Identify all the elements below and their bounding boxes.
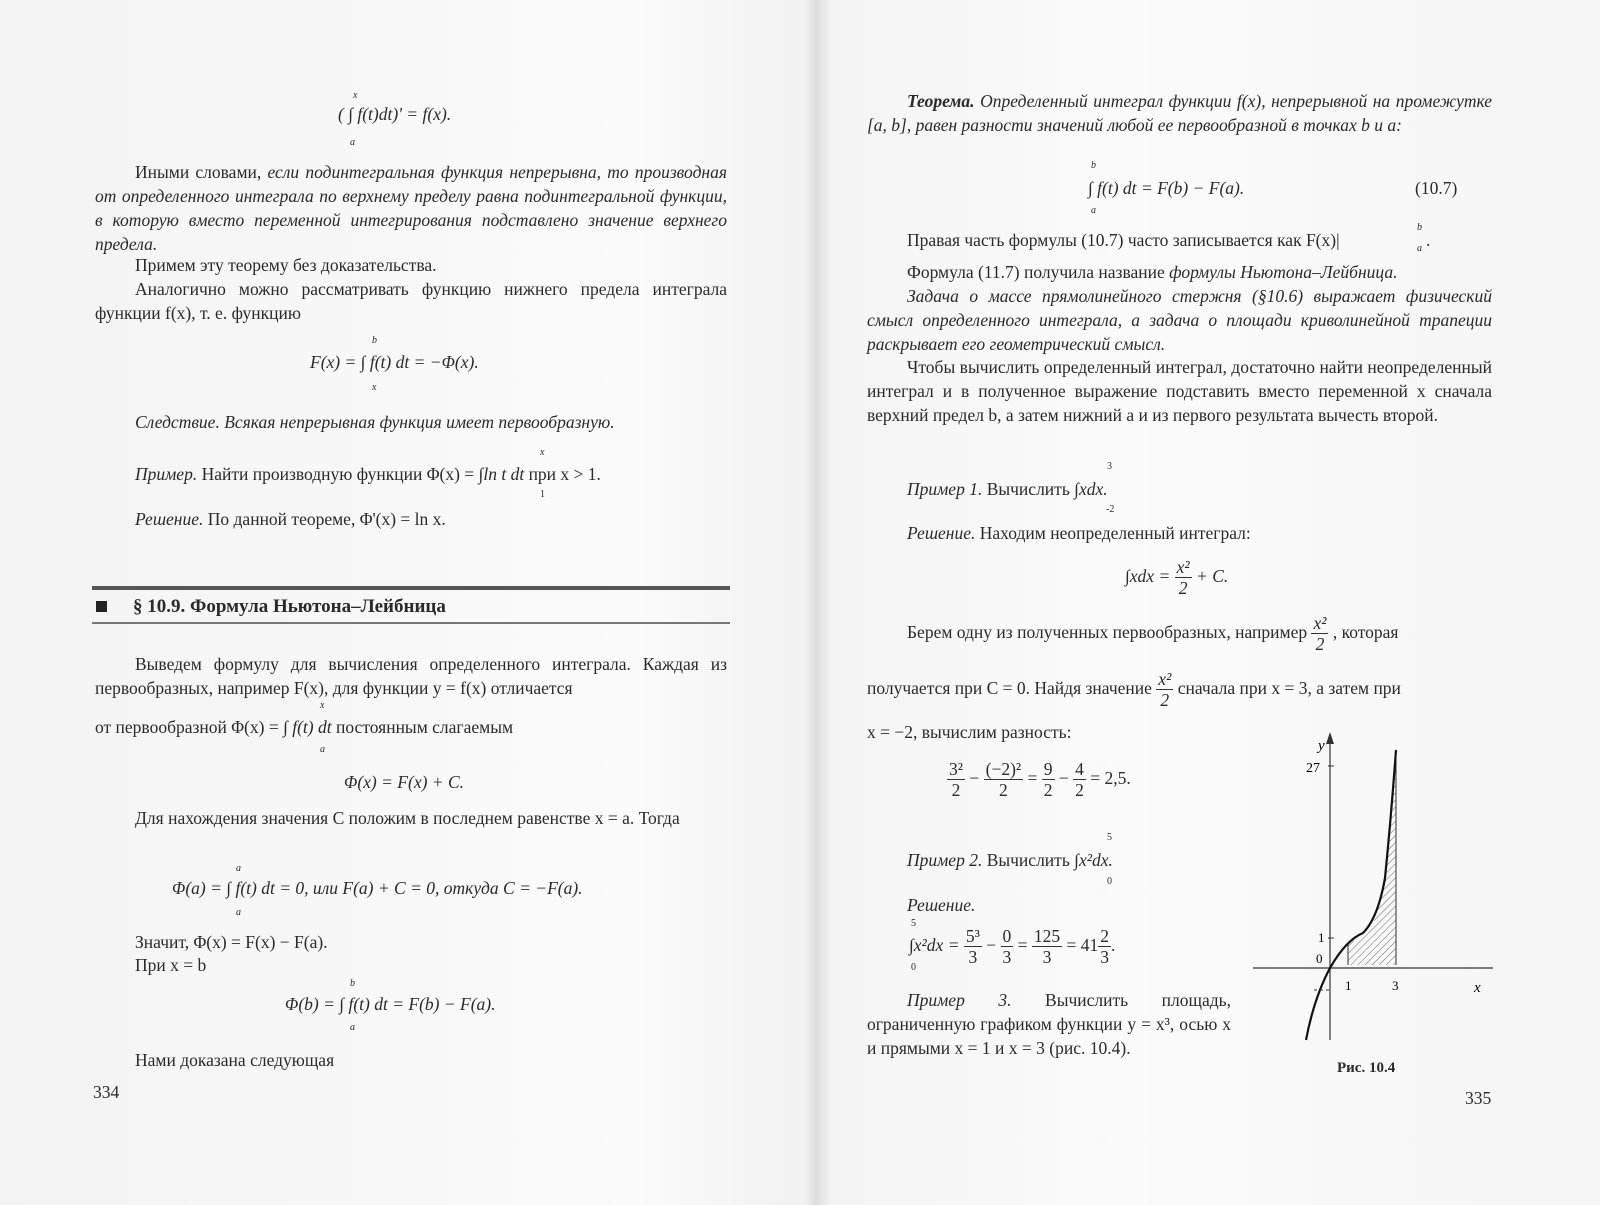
solution-1-text: Находим неопределенный интеграл:: [979, 523, 1251, 543]
paragraph-r2-italic: формулы Ньютона–Лейбница.: [1169, 262, 1398, 282]
solution-1: [907, 521, 1251, 545]
formula-indef-frac: [1175, 557, 1192, 598]
formula-phib-upper: b: [350, 978, 355, 989]
diff-frac-3: [1042, 759, 1055, 800]
section-title: § 10.9. Формула Ньютона–Лейбница: [133, 596, 446, 617]
sol2-minus: −: [986, 935, 997, 955]
formula-top-upper: x: [353, 90, 358, 101]
solution-2-lower: 0: [911, 962, 916, 973]
formula-F: F(x) = ∫ f(t) dt = −Φ(x).: [310, 352, 479, 372]
diff-frac-2: [984, 759, 1024, 800]
formula-107: ∫ f(t) dt = F(b) − F(a).: [1088, 178, 1245, 198]
section-rule-top: [92, 586, 730, 590]
paragraph-r6-frac: [1156, 669, 1173, 710]
solution-2-label: Решение.: [907, 895, 976, 915]
sol2-n3: 125: [1033, 926, 1061, 947]
paragraph-r2-start: Формула (11.7) получила название: [907, 262, 1165, 282]
diff-d2: 2: [999, 780, 1008, 801]
right-page: [820, 0, 1600, 1205]
paragraph-r1: Правая часть формулы (10.7) часто записывается как F(x)|: [907, 230, 1340, 250]
paragraph-r2: [907, 260, 1397, 284]
example-text: Найти производную функции Φ(x) =: [201, 464, 475, 484]
formula-phi: Φ(x) = F(x) + C.: [344, 772, 465, 792]
theorem-text: Определенный интеграл функции f(x), непрерывной на промежутке [a, b], равен разности значений любой ее первообразной в точках b и a:: [867, 91, 1492, 135]
formula-indef-left: ∫xdx =: [1125, 566, 1171, 586]
example-1-integral: ∫xdx.: [1074, 479, 1108, 499]
paragraph-r5-num: x²: [1313, 613, 1327, 634]
paragraph-4-integral: ∫ f(t) dt: [283, 717, 332, 737]
example-3-text: Вычислить площадь, ограниченную графиком функции y = x³, осью x и прямыми x = 1 и x = 3 (рис. 10.4).: [867, 990, 1231, 1058]
formula-107-number: (10.7): [1415, 178, 1458, 198]
formula-top-lower: a: [350, 137, 355, 148]
sol2-period: .: [1111, 935, 1116, 955]
paragraph-7: При x = b: [135, 955, 207, 975]
curve-x-cubed: [1306, 750, 1396, 1040]
solution-1-label: Решение.: [907, 523, 976, 543]
example-tail: при x > 1.: [528, 464, 601, 484]
paragraph-r1-period: .: [1426, 230, 1431, 250]
sol2-frac-2: [1001, 926, 1014, 967]
example-1: [907, 477, 1108, 501]
tick-label-27: 27: [1306, 761, 1320, 776]
paragraph-4-upper: x: [320, 700, 325, 711]
paragraph-3: Аналогично можно рассматривать функцию нижнего предела интеграла функции f(x), т. е. функцию: [95, 279, 727, 323]
formula-phia-lower: a: [236, 907, 241, 918]
section-bullet-icon: [96, 601, 107, 612]
paragraph-8: Нами доказана следующая: [135, 1050, 335, 1070]
tick-label-0: 0: [1316, 951, 1323, 966]
formula-phib: Φ(b) = ∫ f(t) dt = F(b) − F(a).: [285, 994, 496, 1014]
paragraph-r1-upper: b: [1417, 222, 1422, 233]
theorem-label: Теорема.: [907, 91, 975, 111]
sol2-n1: 5³: [965, 926, 980, 947]
paragraph-2: Примем эту теорему без доказательства.: [135, 255, 437, 275]
difference-formula: [947, 758, 1131, 800]
example-1-label: Пример 1.: [907, 479, 983, 499]
section-rule-bottom: [92, 622, 730, 624]
example-2-upper: 5: [1107, 832, 1112, 843]
diff-n1: 3²: [949, 759, 963, 780]
diff-minus-2: −: [1058, 768, 1069, 788]
sol2-frac-4: [1098, 926, 1111, 967]
sol2-d2: 3: [1002, 947, 1012, 968]
paragraph-1-start: Иными словами,: [135, 162, 262, 182]
formula-indef-tail: + C.: [1196, 566, 1229, 586]
example-2-lower: 0: [1107, 876, 1112, 887]
formula-top: ( ∫ f(t)dt)' = f(x).: [338, 104, 452, 124]
sol2-frac-1: [964, 926, 982, 967]
solution-2-formula: [909, 925, 1115, 967]
sol2-d4: 3: [1100, 947, 1110, 968]
sol2-n4: 2: [1100, 926, 1110, 947]
sol2-d3: 3: [1042, 947, 1052, 968]
example-label: Пример.: [135, 464, 198, 484]
paragraph-1-italic: если подинтегральная функция непрерывна, то производная от определенного интеграла по верхнему пределу равна подинтегральной функции, в которую вместо переменной интегрирования подставлено значение верхнего предела.: [95, 162, 727, 254]
paragraph-6: Значит, Φ(x) = F(x) − F(a).: [135, 932, 328, 952]
diff-d1: 2: [951, 780, 961, 801]
paragraph-r5-start: Берем одну из полученных первообразных, например: [907, 622, 1308, 642]
formula-107-lower: a: [1091, 205, 1096, 216]
example-integral: ∫ln t dt: [478, 464, 525, 484]
example-lower: 1: [540, 489, 545, 500]
formula-F-upper: b: [372, 335, 377, 346]
paragraph-r5-tail: , которая: [1332, 622, 1399, 642]
diff-n4: 4: [1075, 759, 1084, 780]
paragraph-r5-den: 2: [1315, 634, 1325, 655]
paragraph-4-tail: постоянным слагаемым: [336, 717, 514, 737]
diff-d3: 2: [1043, 780, 1053, 801]
formula-indefinite: [1125, 556, 1228, 598]
figure-caption: Рис. 10.4: [1337, 1060, 1396, 1076]
corollary: Следствие. Всякая непрерывная функция имеет первообразную.: [135, 412, 615, 432]
formula-107-upper: b: [1091, 160, 1096, 171]
example-2-label: Пример 2.: [907, 850, 983, 870]
figure-10-4: [1248, 728, 1498, 1048]
page-number-left: 334: [93, 1082, 120, 1102]
paragraph-r3: Задача о массе прямолинейного стержня (§10.6) выражает физический смысл определенного интеграла, а задача о площади криволинейной трапеции раскрывает его геометрический смысл.: [867, 286, 1492, 354]
paragraph-4-line3: [95, 715, 513, 739]
example: [135, 462, 601, 486]
diff-equals: =: [1027, 768, 1038, 788]
page-number-right: 335: [1465, 1088, 1492, 1108]
solution-label: Решение.: [135, 509, 204, 529]
tick-label-1: 1: [1318, 930, 1325, 945]
formula-indef-num: x²: [1176, 557, 1190, 578]
paragraph-r5-frac: [1311, 613, 1328, 654]
tick-label-x3: 3: [1392, 978, 1399, 993]
paragraph-4-lower: a: [320, 744, 325, 755]
paragraph-r6-den: 2: [1160, 690, 1170, 711]
example-3: [867, 988, 1231, 1060]
paragraph-4: Выведем формулу для вычисления определенного интеграла. Каждая из первообразных, например F(x), для функции y = f(x) отличается: [95, 654, 727, 698]
paragraph-1: [95, 160, 727, 256]
tick-label-x1: 1: [1345, 978, 1352, 993]
diff-d4: 2: [1075, 780, 1084, 801]
paragraph-r6-tail: сначала при x = 3, а затем при: [1177, 678, 1401, 698]
solution: [135, 507, 446, 531]
formula-indef-den: 2: [1178, 578, 1188, 599]
solution-2-upper: 5: [911, 918, 916, 929]
diff-result: = 2,5.: [1090, 768, 1131, 788]
paragraph-r6: [867, 668, 1401, 710]
sol2-n2: 0: [1002, 926, 1012, 947]
sol2-equals: =: [1017, 935, 1028, 955]
solution-text: По данной теореме, Φ'(x) = ln x.: [207, 509, 446, 529]
formula-phia: Φ(a) = ∫ f(t) dt = 0, или F(a) + C = 0, откуда C = −F(a).: [172, 878, 583, 898]
diff-frac-4: [1073, 759, 1086, 800]
formula-phia-upper: a: [236, 863, 241, 874]
diff-frac-1: [947, 759, 965, 800]
example-3-label: Пример 3.: [907, 990, 1012, 1010]
example-2-text: Вычислить: [986, 850, 1070, 870]
theorem: [867, 89, 1492, 137]
example-1-text: Вычислить: [986, 479, 1070, 499]
y-label: y: [1318, 738, 1325, 754]
sol2-whole: = 41: [1066, 935, 1099, 955]
y-axis-arrow-icon: [1326, 732, 1334, 744]
diff-n2: (−2)²: [985, 759, 1022, 780]
example-1-lower: -2: [1106, 504, 1115, 515]
example-2-integral: ∫x²dx.: [1074, 850, 1113, 870]
diff-n3: 9: [1043, 759, 1053, 780]
paragraph-4-lead: от первообразной Φ(x) =: [95, 717, 279, 737]
example-2: [907, 848, 1113, 872]
paragraph-r6-num: x²: [1158, 669, 1172, 690]
sol2-d1: 3: [968, 947, 978, 968]
paragraph-r7: x = −2, вычислим разность:: [867, 722, 1072, 742]
paragraph-r5: [907, 612, 1398, 654]
formula-phib-lower: a: [350, 1022, 355, 1033]
x-label: x: [1474, 980, 1481, 996]
paragraph-r6-start: получается при C = 0. Найдя значение: [867, 678, 1152, 698]
paragraph-r4: Чтобы вычислить определенный интеграл, достаточно найти неопределенный интеграл и в полученное выражение подставить вместо переменной x сначала верхний предел b, а затем нижний a и из первого результата вычесть второй.: [867, 357, 1492, 425]
sol2-frac-3: [1032, 926, 1062, 967]
paragraph-5: Для нахождения значения C положим в последнем равенстве x = a. Тогда: [135, 808, 680, 828]
example-upper: x: [540, 447, 545, 458]
formula-F-lower: x: [372, 382, 377, 393]
paragraph-r1-lower: a: [1417, 243, 1422, 254]
example-1-upper: 3: [1107, 461, 1112, 472]
hatched-area: [1348, 750, 1396, 965]
solution-2-integral: ∫x²dx =: [909, 935, 960, 955]
diff-minus-1: −: [969, 768, 980, 788]
